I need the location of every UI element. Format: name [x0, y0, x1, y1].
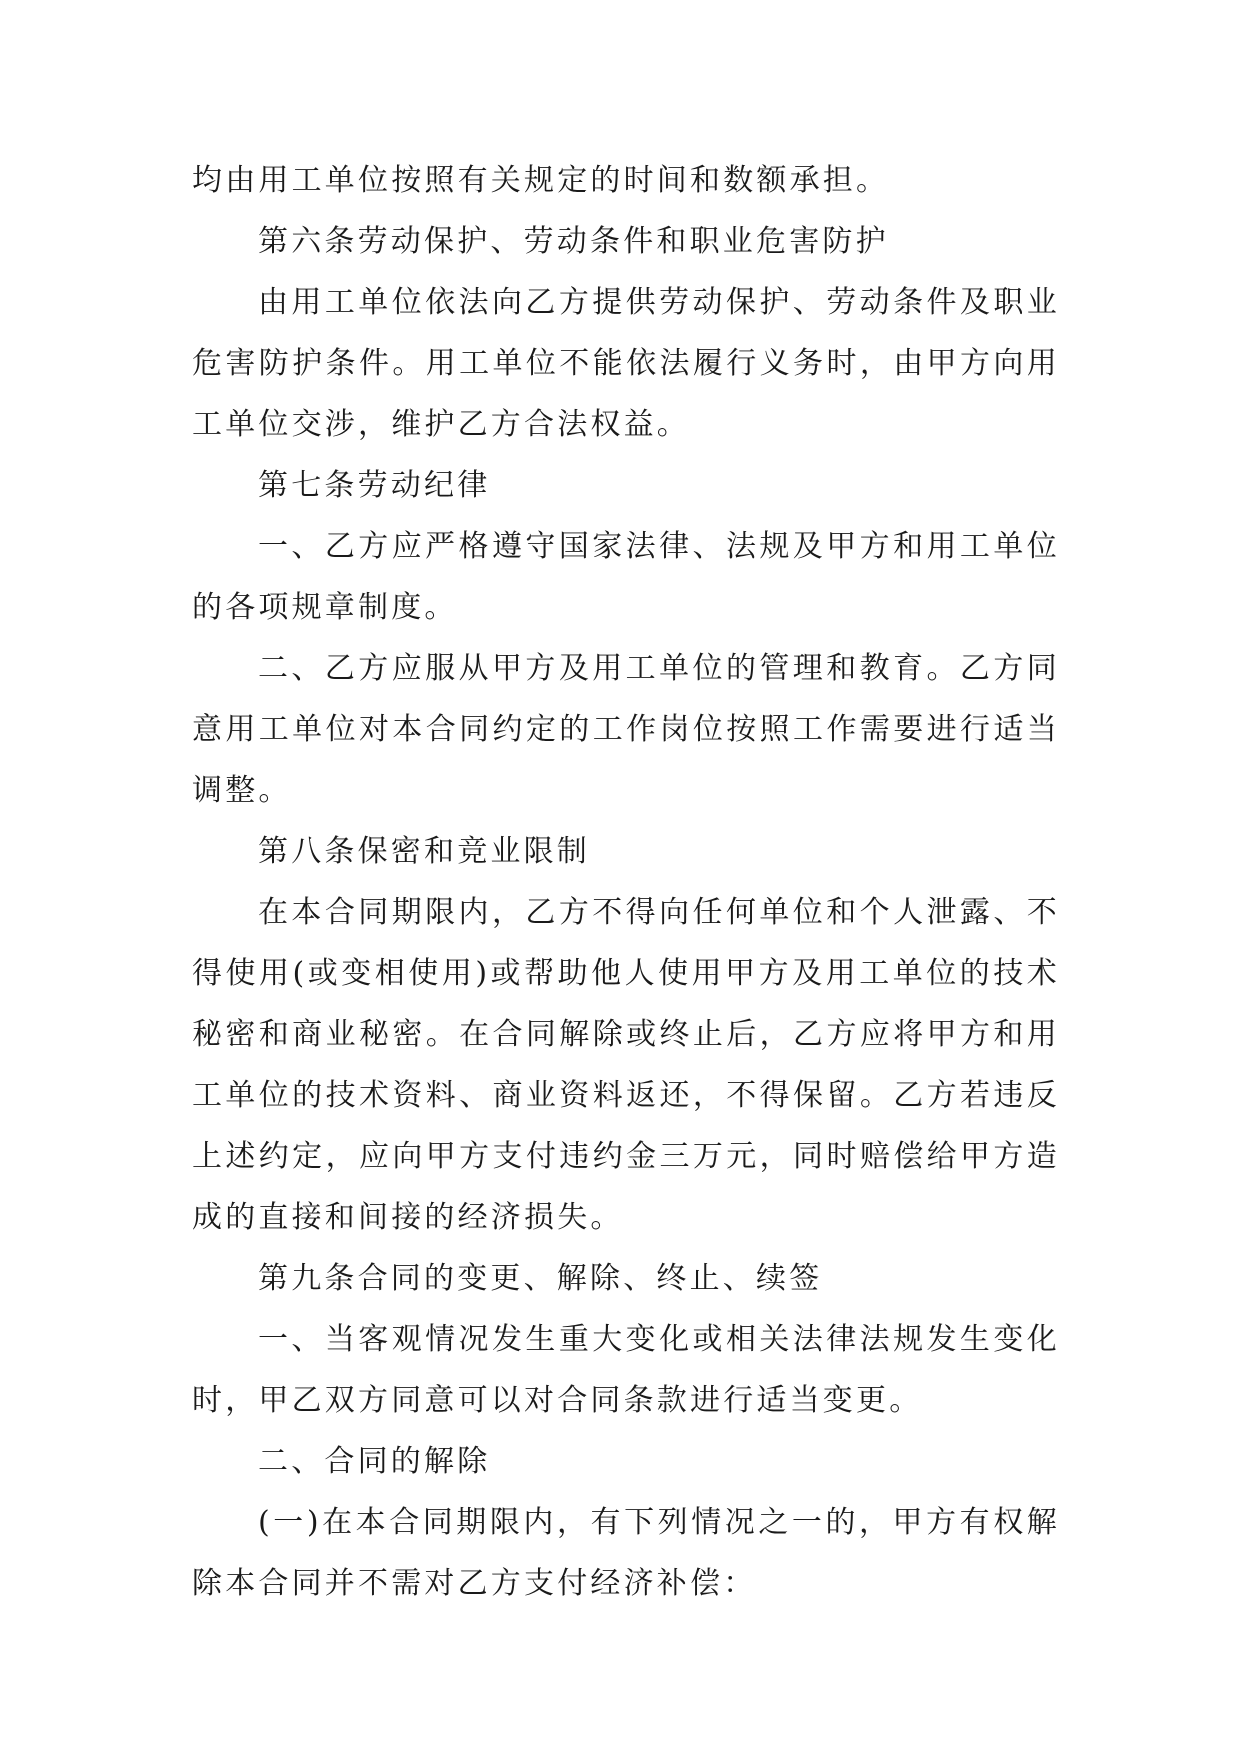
- article-7-item-1: 一、乙方应严格遵守国家法律、法规及甲方和用工单位的各项规章制度。: [192, 529, 1060, 625]
- article-7-heading: 第七条劳动纪律: [258, 468, 491, 503]
- article-6-heading: 第六条劳动保护、劳动条件和职业危害防护: [258, 224, 889, 259]
- document-body: [192, 150, 1060, 1614]
- article-8-heading: 第八条保密和竞业限制: [258, 834, 590, 869]
- article-6-body: 由用工单位依法向乙方提供劳动保护、劳动条件及职业危害防护条件。用工单位不能依法履行义务时，由甲方向用工单位交涉，维护乙方合法权益。: [192, 285, 1060, 442]
- article-9-item-2-sub-1: (一)在本合同期限内，有下列情况之一的，甲方有权解除本合同并不需对乙方支付经济补偿：: [192, 1505, 1060, 1601]
- article-9-item-2-heading: 二、合同的解除: [258, 1444, 491, 1479]
- article-8-body: 在本合同期限内，乙方不得向任何单位和个人泄露、不得使用(或变相使用)或帮助他人使用甲方及用工单位的技术秘密和商业秘密。在合同解除或终止后，乙方应将甲方和用工单位的技术资料、商业资料返还，不得保留。乙方若违反上述约定，应向甲方支付违约金三万元，同时赔偿给甲方造成的直接和间接的经济损失。: [192, 895, 1060, 1235]
- paragraph-wage-bearing: 均由用工单位按照有关规定的时间和数额承担。: [192, 163, 890, 198]
- article-9-heading: 第九条合同的变更、解除、终止、续签: [258, 1261, 823, 1296]
- article-7-item-2: 二、乙方应服从甲方及用工单位的管理和教育。乙方同意用工单位对本合同约定的工作岗位按照工作需要进行适当调整。: [192, 651, 1060, 808]
- article-9-item-1: 一、当客观情况发生重大变化或相关法律法规发生变化时，甲乙双方同意可以对合同条款进行适当变更。: [192, 1322, 1060, 1418]
